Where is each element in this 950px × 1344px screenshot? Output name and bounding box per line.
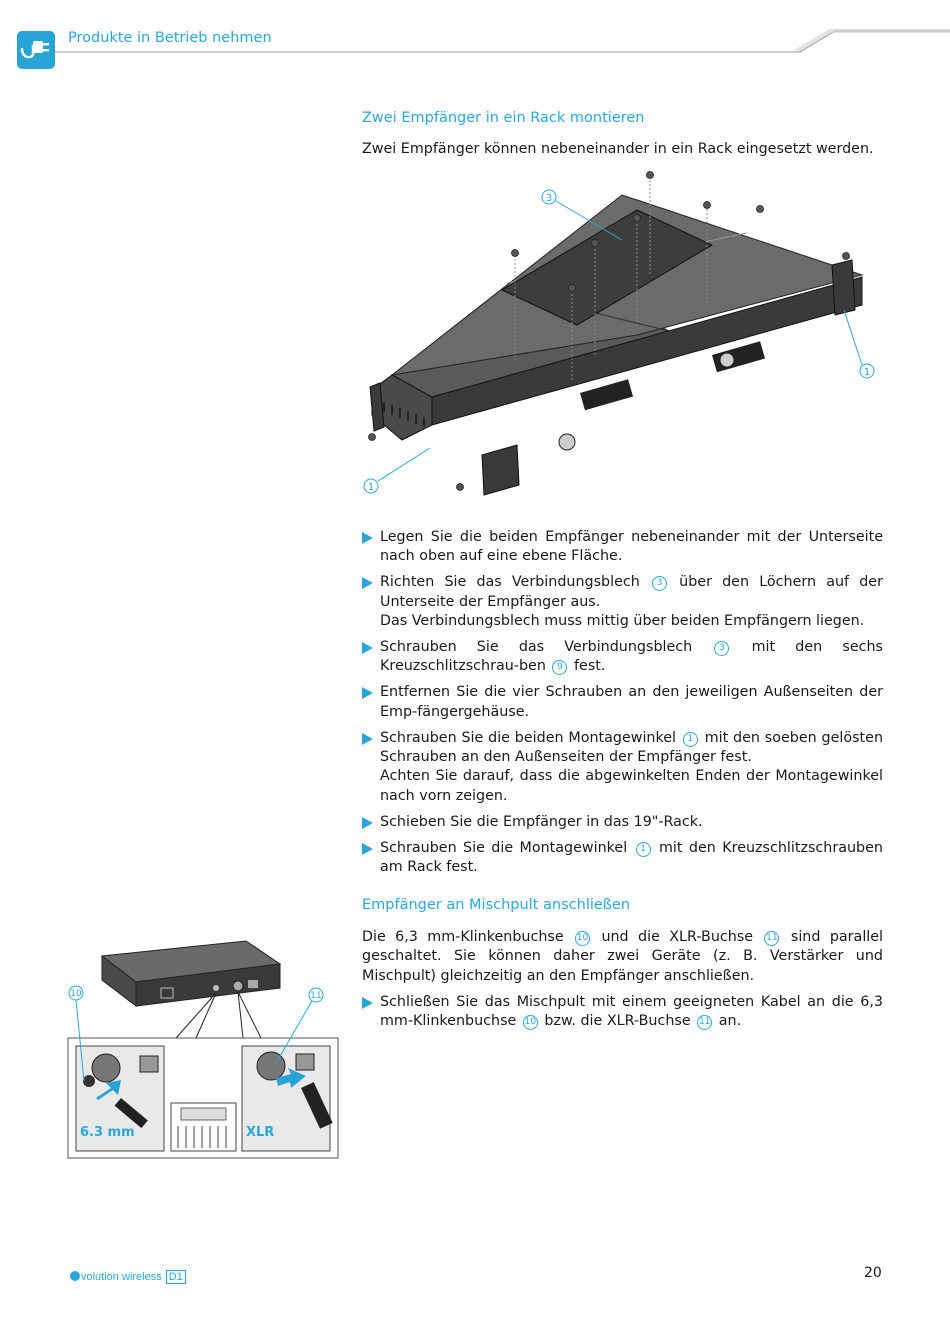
label-xlr: XLR (246, 1125, 275, 1140)
ref-number: 1 (683, 732, 698, 747)
callout-10: 10 (70, 989, 82, 999)
heading-mixer-connect: Empfänger an Mischpult anschließen (362, 897, 631, 913)
bullet-triangle-icon (362, 817, 373, 829)
bullet-triangle-icon (362, 577, 373, 589)
mixer-steps (362, 993, 883, 1038)
callout-3: 3 (545, 193, 553, 204)
callout-11: 11 (310, 991, 322, 1001)
callout-1-left: 1 (367, 482, 375, 493)
brand-badge: D1 (166, 1270, 186, 1284)
ref-number: 1 (636, 842, 651, 857)
ref-number: 11 (697, 1015, 712, 1030)
heading-rack-mount: Zwei Empfänger in ein Rack montieren (362, 110, 645, 126)
ref-number: 9 (552, 660, 567, 675)
step-1: Legen Sie die beiden Empfänger nebeneinander mit der Unterseite nach oben auf eine ebene Fläche. (362, 528, 883, 567)
ref-number: 3 (714, 641, 729, 656)
rack-mount-steps (362, 528, 883, 884)
plug-icon (17, 31, 55, 69)
ref-number: 11 (764, 931, 779, 946)
mixer-connection-illustration (66, 938, 340, 1160)
step-connect-mixer: Schließen Sie das Mischpult mit einem geeigneten Kabel an die 6,3 mm-Klinkenbuchse 10 bzw. die XLR-Buchse 11 an. (362, 993, 883, 1032)
ref-number: 10 (575, 931, 590, 946)
page-number: 20 (864, 1265, 882, 1281)
brand-logo: volution wireless D1 (70, 1270, 186, 1284)
step-5: Schrauben Sie die beiden Montagewinkel 1 mit den soeben gelösten Schrauben an den Außenseiten der Empfänger fest. Achten Sie darauf, dass die abgewinkelten Enden der Montagewinkel nach vorn zeigen. (362, 729, 883, 807)
ref-number: 3 (652, 576, 667, 591)
step-7: Schrauben Sie die Montagewinkel 1 mit den Kreuzschlitzschrauben am Rack fest. (362, 839, 883, 878)
bullet-triangle-icon (362, 687, 373, 699)
ref-number: 10 (523, 1015, 538, 1030)
callout-1-right: 1 (863, 367, 871, 378)
bullet-triangle-icon (362, 733, 373, 745)
step-4: Entfernen Sie die vier Schrauben an den jeweiligen Außenseiten der Emp-fängergehäuse. (362, 683, 883, 722)
section-title: Produkte in Betrieb nehmen (68, 30, 272, 46)
step-3: Schrauben Sie das Verbindungsblech 3 mit den sechs Kreuzschlitzschrau-ben 9 fest. (362, 638, 883, 677)
header-rule (55, 28, 950, 54)
step-6: Schieben Sie die Empfänger in das 19"-Rack. (362, 813, 883, 832)
bullet-triangle-icon (362, 997, 373, 1009)
bullet-triangle-icon (362, 532, 373, 544)
brand-e-icon (70, 1271, 80, 1281)
rack-mount-illustration (362, 165, 892, 505)
intro-rack-mount: Zwei Empfänger können nebeneinander in ein Rack eingesetzt werden. (362, 141, 874, 157)
step-2: Richten Sie das Verbindungsblech 3 über den Löchern auf der Unterseite der Empfänger aus. Das Verbindungsblech muss mittig über beiden Empfängern liegen. (362, 573, 883, 631)
label-jack: 6.3 mm (80, 1125, 135, 1140)
bullet-triangle-icon (362, 642, 373, 654)
bullet-triangle-icon (362, 843, 373, 855)
intro-mixer-connect: Die 6,3 mm-Klinkenbuchse 10 und die XLR-Buchse 11 sind parallel geschaltet. Sie können daher zwei Geräte (z. B. Verstärker und Mischpult) gleichzeitig an den Empfänger anschließen. (362, 929, 884, 984)
